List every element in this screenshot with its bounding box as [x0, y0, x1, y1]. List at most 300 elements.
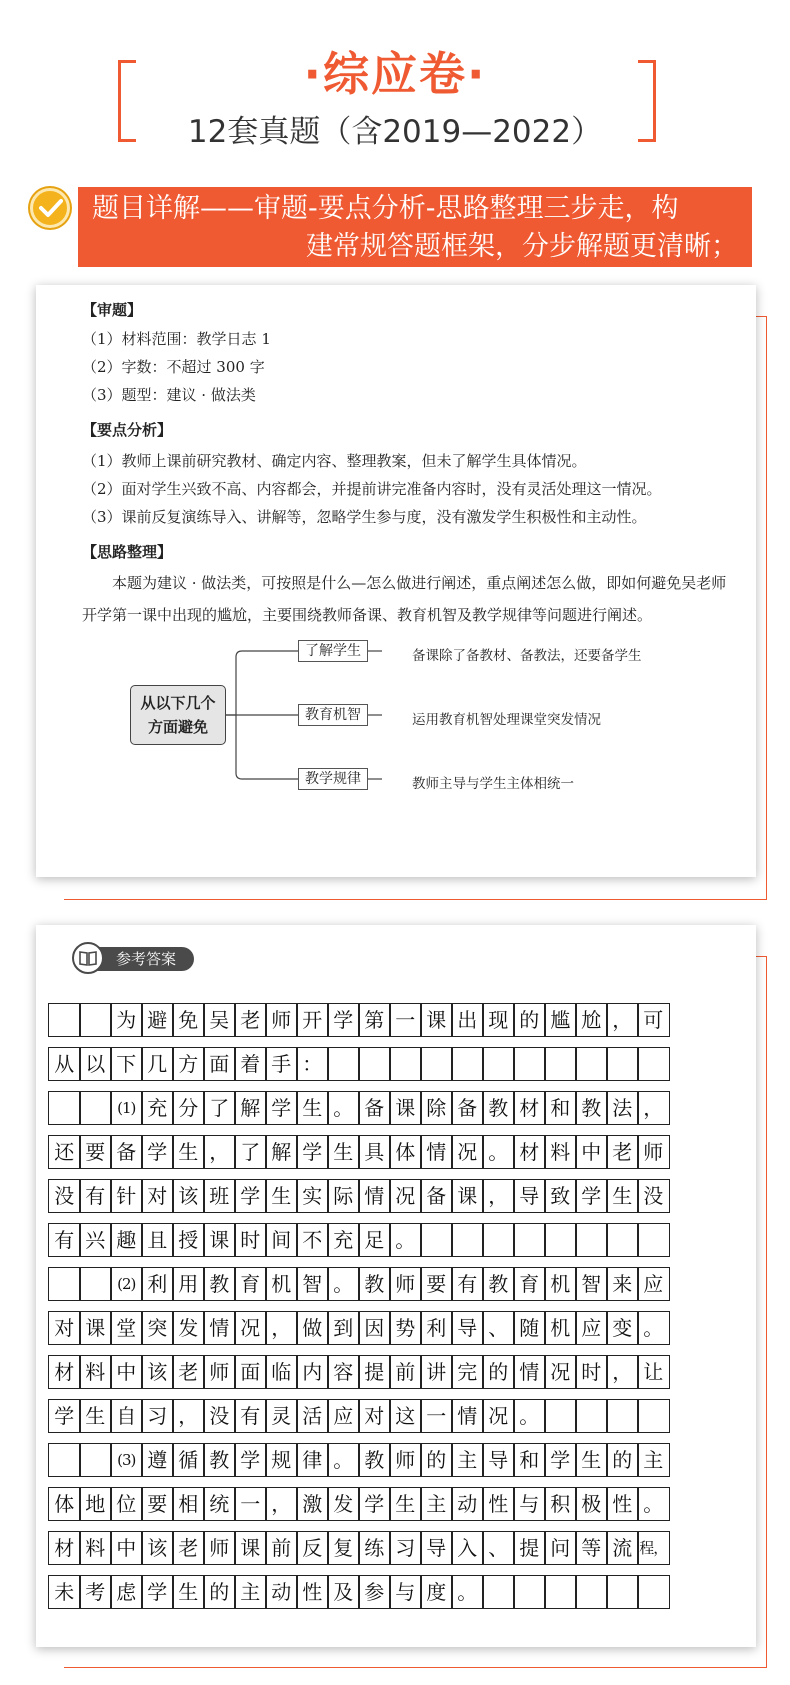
- mindmap-connectors: [36, 285, 756, 877]
- answer-cell: 、: [482, 1531, 515, 1565]
- answer-cell: 前: [389, 1355, 422, 1389]
- answer-cell: 和: [513, 1443, 546, 1477]
- answer-cell: 面: [203, 1047, 236, 1081]
- answer-cell: 主: [234, 1575, 267, 1609]
- answer-cell: 这: [389, 1399, 422, 1433]
- answer-cell: ，: [637, 1091, 670, 1125]
- answer-cell: 主: [420, 1487, 453, 1521]
- answer-cell: 活: [296, 1399, 329, 1433]
- answer-cell: 避: [141, 1003, 174, 1037]
- answer-cell: 一: [389, 1003, 422, 1037]
- answer-cell: [482, 1223, 515, 1257]
- answer-cell: 趣: [110, 1223, 143, 1257]
- answer-cell: [48, 1267, 81, 1301]
- answer-cell: 没: [203, 1399, 236, 1433]
- answer-cell: 实: [296, 1179, 329, 1213]
- answer-cell: 复: [327, 1531, 360, 1565]
- answer-cell: [544, 1047, 577, 1081]
- answer-cell: 。: [327, 1091, 360, 1125]
- review-item: （1）材料范围：教学日志 1: [82, 330, 271, 348]
- answer-cell: 反: [296, 1531, 329, 1565]
- answer-cell: [544, 1575, 577, 1609]
- answer-cell: 中: [110, 1531, 143, 1565]
- answer-cell: 且: [141, 1223, 174, 1257]
- answer-cell: ，: [203, 1135, 236, 1169]
- answer-cell: 材: [48, 1355, 81, 1389]
- answer-cell: [637, 1047, 670, 1081]
- answer-cell: 学: [296, 1135, 329, 1169]
- answer-cell: [79, 1443, 112, 1477]
- answer-cell: 针: [110, 1179, 143, 1213]
- answer-cell: [606, 1399, 639, 1433]
- answer-cell: 参: [358, 1575, 391, 1609]
- answer-cell: 老: [606, 1135, 639, 1169]
- answer-cell: 解: [234, 1091, 267, 1125]
- answer-cell: 、: [482, 1311, 515, 1345]
- answer-cell: 授: [172, 1223, 205, 1257]
- answer-cell: 教: [203, 1267, 236, 1301]
- answer-cell: 虑: [110, 1575, 143, 1609]
- answer-cell: 的: [482, 1355, 515, 1389]
- answer-cell: 完: [451, 1355, 484, 1389]
- answer-cell: 。: [637, 1487, 670, 1521]
- answer-cell: 材: [48, 1531, 81, 1565]
- answer-cell: 问: [544, 1531, 577, 1565]
- answer-cell: 。: [513, 1399, 546, 1433]
- answer-cell: [482, 1575, 515, 1609]
- answer-cell: 况: [234, 1311, 267, 1345]
- answer-cell: 为: [110, 1003, 143, 1037]
- answer-cell: 。: [482, 1135, 515, 1169]
- answer-cell: 与: [513, 1487, 546, 1521]
- answer-cell: 时: [234, 1223, 267, 1257]
- thinking-text: 本题为建议 · 做法类，可按照是什么—怎么做进行阐述，重点阐述怎么做，即如何避免吴老师开学第一课中出现的尴尬，主要围绕教师备课、教育机智及教学规律等问题进行阐述。: [82, 574, 727, 624]
- answer-cell: 有: [451, 1267, 484, 1301]
- answer-cell: 教: [482, 1267, 515, 1301]
- answer-cell: [420, 1047, 453, 1081]
- mindmap-root: [130, 685, 226, 745]
- answer-cell: 学: [575, 1179, 608, 1213]
- answer-cell: [48, 1003, 81, 1037]
- answer-cell: 该: [141, 1531, 174, 1565]
- answer-cell: 兴: [79, 1223, 112, 1257]
- answer-cell: 中: [575, 1135, 608, 1169]
- answer-cell: (1): [110, 1091, 143, 1125]
- answer-cell: [606, 1223, 639, 1257]
- answer-cell: 。: [451, 1575, 484, 1609]
- answer-cell: 的: [606, 1443, 639, 1477]
- answer-cell: 律: [296, 1443, 329, 1477]
- answer-cell: 应: [327, 1399, 360, 1433]
- answer-cell: 的: [513, 1003, 546, 1037]
- answer-cell: 规: [265, 1443, 298, 1477]
- answer-cell: ，: [265, 1311, 298, 1345]
- answer-cell: 课: [203, 1223, 236, 1257]
- answer-cell: 备: [358, 1091, 391, 1125]
- answer-cell: 学: [48, 1399, 81, 1433]
- answer-cell: 学: [358, 1487, 391, 1521]
- answer-cell: 性: [482, 1487, 515, 1521]
- answer-cell: [358, 1047, 391, 1081]
- answer-cell: 前: [265, 1531, 298, 1565]
- answer-cell: 第: [358, 1003, 391, 1037]
- answer-cell: 循: [172, 1443, 205, 1477]
- answer-cell: 度: [420, 1575, 453, 1609]
- answer-cell: 中: [110, 1355, 143, 1389]
- answer-cell: [637, 1399, 670, 1433]
- answer-cell: 因: [358, 1311, 391, 1345]
- answer-cell: 间: [265, 1223, 298, 1257]
- answer-row: [48, 1047, 670, 1081]
- answer-cell: 课: [79, 1311, 112, 1345]
- answer-cell: 几: [141, 1047, 174, 1081]
- answer-cell: [575, 1047, 608, 1081]
- answer-cell: 。: [637, 1311, 670, 1345]
- answer-cell: 生: [606, 1179, 639, 1213]
- answer-cell: ，: [265, 1487, 298, 1521]
- answer-cell: 际: [327, 1179, 360, 1213]
- answer-cell: 对: [48, 1311, 81, 1345]
- answer-cell: 教: [482, 1091, 515, 1125]
- answer-cell: [513, 1047, 546, 1081]
- answer-row: [48, 1355, 670, 1389]
- answer-cell: 灵: [265, 1399, 298, 1433]
- answer-cell: 主: [451, 1443, 484, 1477]
- answer-cell: 生: [389, 1487, 422, 1521]
- answer-cell: 吴: [203, 1003, 236, 1037]
- mindmap-root-line: 从以下几个: [140, 694, 216, 712]
- answer-cell: 与: [389, 1575, 422, 1609]
- answer-cell: 法: [606, 1091, 639, 1125]
- answer-cell: 育: [513, 1267, 546, 1301]
- answer-cell: 师: [389, 1267, 422, 1301]
- answer-cell: 课: [451, 1179, 484, 1213]
- mindmap-desc: 教师主导与学生主体相统一: [412, 776, 574, 792]
- answer-cell: 讲: [420, 1355, 453, 1389]
- answer-cell: [389, 1047, 422, 1081]
- answer-cell: [606, 1047, 639, 1081]
- answer-cell: 要: [79, 1135, 112, 1169]
- answer-cell: 让: [637, 1355, 670, 1389]
- answer-cell: 可: [637, 1003, 670, 1037]
- answer-cell: 尬: [575, 1003, 608, 1037]
- answer-cell: 开: [296, 1003, 329, 1037]
- answer-row: [48, 1179, 670, 1213]
- answer-cell: 以: [79, 1047, 112, 1081]
- answer-row: [48, 1223, 670, 1257]
- answer-cell: [48, 1443, 81, 1477]
- answer-cell: 材: [513, 1135, 546, 1169]
- answer-cell: 免: [172, 1003, 205, 1037]
- answer-cell: 发: [327, 1487, 360, 1521]
- answer-cell: 用: [172, 1267, 205, 1301]
- answer-cell: 主: [637, 1443, 670, 1477]
- answer-cell: 况: [544, 1355, 577, 1389]
- answer-cell: [575, 1399, 608, 1433]
- answer-cell: 机: [544, 1267, 577, 1301]
- answer-cell: 解: [265, 1135, 298, 1169]
- mindmap-node: 教育机智: [298, 704, 368, 726]
- thinking-heading: 【思路整理】: [82, 543, 173, 561]
- answer-cell: 极: [575, 1487, 608, 1521]
- answer-cell: 入: [451, 1531, 484, 1565]
- answer-cell: 等: [575, 1531, 608, 1565]
- answer-cell: 情: [203, 1311, 236, 1345]
- answer-cell: 老: [234, 1003, 267, 1037]
- answer-cell: (3): [110, 1443, 143, 1477]
- answer-cell: 做: [296, 1311, 329, 1345]
- answer-cell: 况: [389, 1179, 422, 1213]
- answer-cell: 老: [172, 1355, 205, 1389]
- answer-cell: 生: [265, 1179, 298, 1213]
- answer-cell: 性: [606, 1487, 639, 1521]
- answer-cell: 。: [389, 1223, 422, 1257]
- answer-cell: 师: [203, 1355, 236, 1389]
- analysis-card: [36, 285, 756, 877]
- answer-cell: 导: [513, 1179, 546, 1213]
- answer-cell: 。: [327, 1267, 360, 1301]
- answer-cell: 有: [79, 1179, 112, 1213]
- answer-cell: 生: [172, 1575, 205, 1609]
- answer-cell: 激: [296, 1487, 329, 1521]
- points-item: （1）教师上课前研究教材、确定内容、整理教案，但未了解学生具体情况。: [82, 452, 587, 470]
- answer-cell: [482, 1047, 515, 1081]
- review-heading: 【审题】: [82, 301, 143, 319]
- answer-cell: 现: [482, 1003, 515, 1037]
- answer-cell: 一: [420, 1399, 453, 1433]
- points-item: （2）面对学生兴致不高、内容都会，并提前讲完准备内容时，没有灵活处理这一情况。: [82, 480, 662, 498]
- answer-cell: 料: [544, 1135, 577, 1169]
- answer-cell: 生: [296, 1091, 329, 1125]
- answer-cell: 性: [296, 1575, 329, 1609]
- answer-cell: 体: [48, 1487, 81, 1521]
- answer-cell: 导: [451, 1311, 484, 1345]
- answer-cell: 学: [141, 1135, 174, 1169]
- answer-row: [48, 1091, 670, 1125]
- answer-cell: [451, 1223, 484, 1257]
- answer-cell: 智: [296, 1267, 329, 1301]
- answer-cell: 育: [234, 1267, 267, 1301]
- answer-cell: 积: [544, 1487, 577, 1521]
- answer-cell: 生: [79, 1399, 112, 1433]
- answer-cell: [451, 1047, 484, 1081]
- answer-cell: 突: [141, 1311, 174, 1345]
- answer-cell: 未: [48, 1575, 81, 1609]
- answer-cell: 着: [234, 1047, 267, 1081]
- review-item: （2）字数：不超过 300 字: [82, 358, 265, 376]
- answer-cell: [79, 1091, 112, 1125]
- answer-cell: 习: [141, 1399, 174, 1433]
- mindmap-desc: 运用教育机智处理课堂突发情况: [412, 712, 601, 728]
- answer-cell: 学: [234, 1443, 267, 1477]
- answer-cell: 分: [172, 1091, 205, 1125]
- answer-cell: 生: [327, 1135, 360, 1169]
- answer-cell: 来: [606, 1267, 639, 1301]
- answer-cell: 情: [451, 1399, 484, 1433]
- answer-cell: 该: [141, 1355, 174, 1389]
- answer-cell: 动: [265, 1575, 298, 1609]
- banner-line-1: 题目详解——审题-要点分析-思路整理三步走，构: [92, 193, 679, 224]
- points-heading: 【要点分析】: [82, 421, 173, 439]
- answer-cell: 相: [172, 1487, 205, 1521]
- answer-cell: 。: [327, 1443, 360, 1477]
- answer-cell: [606, 1575, 639, 1609]
- answer-cell: 致: [544, 1179, 577, 1213]
- answer-cell: 师: [265, 1003, 298, 1037]
- checkmark-icon: [30, 188, 70, 228]
- answer-cell: 料: [79, 1531, 112, 1565]
- answer-cell: 学: [327, 1003, 360, 1037]
- answer-cell: 况: [482, 1399, 515, 1433]
- answer-row: [48, 1487, 670, 1521]
- answer-cell: 充: [141, 1091, 174, 1125]
- answer-row: [48, 1003, 670, 1037]
- answer-cell: 面: [234, 1355, 267, 1389]
- answer-cell: 发: [172, 1311, 205, 1345]
- page-subtitle: 12套真题（含2019—2022）: [187, 114, 603, 150]
- mindmap-desc: 备课除了备教材、备教法，还要备学生: [412, 648, 642, 664]
- answer-cell: [327, 1047, 360, 1081]
- answer-cell: 学: [544, 1443, 577, 1477]
- answer-row: [48, 1443, 670, 1477]
- answer-cell: 应: [637, 1267, 670, 1301]
- answer-cell: 课: [389, 1091, 422, 1125]
- answer-badge-label: 参考答案: [86, 947, 194, 971]
- answer-cell: 体: [389, 1135, 422, 1169]
- answer-cell: 情: [513, 1355, 546, 1389]
- answer-cell: 习: [389, 1531, 422, 1565]
- answer-cell: 学: [234, 1179, 267, 1213]
- answer-cell: 料: [79, 1355, 112, 1389]
- answer-cell: 时: [575, 1355, 608, 1389]
- answer-cell: ，: [172, 1399, 205, 1433]
- answer-cell: 况: [451, 1135, 484, 1169]
- answer-cell: 利: [420, 1311, 453, 1345]
- answer-cell: 要: [420, 1267, 453, 1301]
- answer-cell: 教: [358, 1267, 391, 1301]
- answer-cell: 提: [358, 1355, 391, 1389]
- answer-cell: 练: [358, 1531, 391, 1565]
- answer-cell: 备: [451, 1091, 484, 1125]
- answer-cell: 提: [513, 1531, 546, 1565]
- answer-cell: 出: [451, 1003, 484, 1037]
- answer-cell: ：: [296, 1047, 329, 1081]
- answer-row: [48, 1575, 670, 1609]
- answer-cell: 的: [420, 1443, 453, 1477]
- answer-cell: 自: [110, 1399, 143, 1433]
- answer-badge: [72, 942, 194, 974]
- answer-cell: [48, 1091, 81, 1125]
- answer-cell: 导: [420, 1531, 453, 1565]
- answer-cell: 势: [389, 1311, 422, 1345]
- answer-cell: [637, 1575, 670, 1609]
- answer-cell: 机: [265, 1267, 298, 1301]
- answer-cell: 内: [296, 1355, 329, 1389]
- answer-cell: 班: [203, 1179, 236, 1213]
- answer-cell: 尴: [544, 1003, 577, 1037]
- answer-cell: 课: [420, 1003, 453, 1037]
- answer-card: [36, 925, 756, 1647]
- answer-cell: 备: [110, 1135, 143, 1169]
- answer-cell: 除: [420, 1091, 453, 1125]
- banner-line-2: 建常规答题框架，分步解题更清晰；: [306, 231, 738, 262]
- answer-cell: 教: [575, 1091, 608, 1125]
- answer-cell: 一: [234, 1487, 267, 1521]
- answer-cell: 从: [48, 1047, 81, 1081]
- answer-cell: 了: [203, 1091, 236, 1125]
- answer-cell: [420, 1223, 453, 1257]
- answer-cell: [513, 1223, 546, 1257]
- answer-row: [48, 1531, 670, 1565]
- answer-cell: 具: [358, 1135, 391, 1169]
- answer-cell: 遵: [141, 1443, 174, 1477]
- answer-cell: 变: [606, 1311, 639, 1345]
- answer-cell: 有: [48, 1223, 81, 1257]
- review-item: （3）题型：建议 · 做法类: [82, 386, 256, 404]
- answer-cell: 统: [203, 1487, 236, 1521]
- book-icon: [72, 942, 104, 974]
- answer-cell: (2): [110, 1267, 143, 1301]
- answer-cell: 下: [110, 1047, 143, 1081]
- answer-cell: 生: [575, 1443, 608, 1477]
- mindmap-node: 教学规律: [298, 768, 368, 790]
- answer-cell: [575, 1575, 608, 1609]
- answer-cell: 应: [575, 1311, 608, 1345]
- answer-cell: 容: [327, 1355, 360, 1389]
- answer-cell: [575, 1223, 608, 1257]
- answer-cell: 材: [513, 1091, 546, 1125]
- mindmap-node: 了解学生: [298, 640, 368, 662]
- answer-cell: 随: [513, 1311, 546, 1345]
- answer-cell: [79, 1267, 112, 1301]
- answer-cell: 和: [544, 1091, 577, 1125]
- answer-cell: 不: [296, 1223, 329, 1257]
- answer-cell: 师: [203, 1531, 236, 1565]
- answer-cell: 没: [637, 1179, 670, 1213]
- answer-cell: [79, 1003, 112, 1037]
- answer-cell: 课: [234, 1531, 267, 1565]
- answer-row: [48, 1311, 670, 1345]
- answer-cell: 机: [544, 1311, 577, 1345]
- answer-cell: [544, 1399, 577, 1433]
- answer-cell: [513, 1575, 546, 1609]
- answer-cell: 师: [637, 1135, 670, 1169]
- answer-row: [48, 1399, 670, 1433]
- answer-cell: 教: [203, 1443, 236, 1477]
- answer-cell: 情: [358, 1179, 391, 1213]
- answer-cell: 到: [327, 1311, 360, 1345]
- answer-cell: ，: [606, 1003, 639, 1037]
- answer-cell: 导: [482, 1443, 515, 1477]
- answer-cell: 对: [141, 1179, 174, 1213]
- answer-cell: 教: [358, 1443, 391, 1477]
- answer-cell: ，: [482, 1179, 515, 1213]
- answer-cell: 情: [420, 1135, 453, 1169]
- answer-cell: 堂: [110, 1311, 143, 1345]
- answer-cell: 学: [265, 1091, 298, 1125]
- answer-cell: 的: [203, 1575, 236, 1609]
- answer-cell: 该: [172, 1179, 205, 1213]
- answer-cell: 手: [265, 1047, 298, 1081]
- answer-cell: 没: [48, 1179, 81, 1213]
- feature-banner: [78, 187, 752, 267]
- answer-cell: 利: [141, 1267, 174, 1301]
- answer-cell: 位: [110, 1487, 143, 1521]
- answer-cell: 要: [141, 1487, 174, 1521]
- answer-cell: 对: [358, 1399, 391, 1433]
- answer-cell: [544, 1223, 577, 1257]
- answer-cell: 备: [420, 1179, 453, 1213]
